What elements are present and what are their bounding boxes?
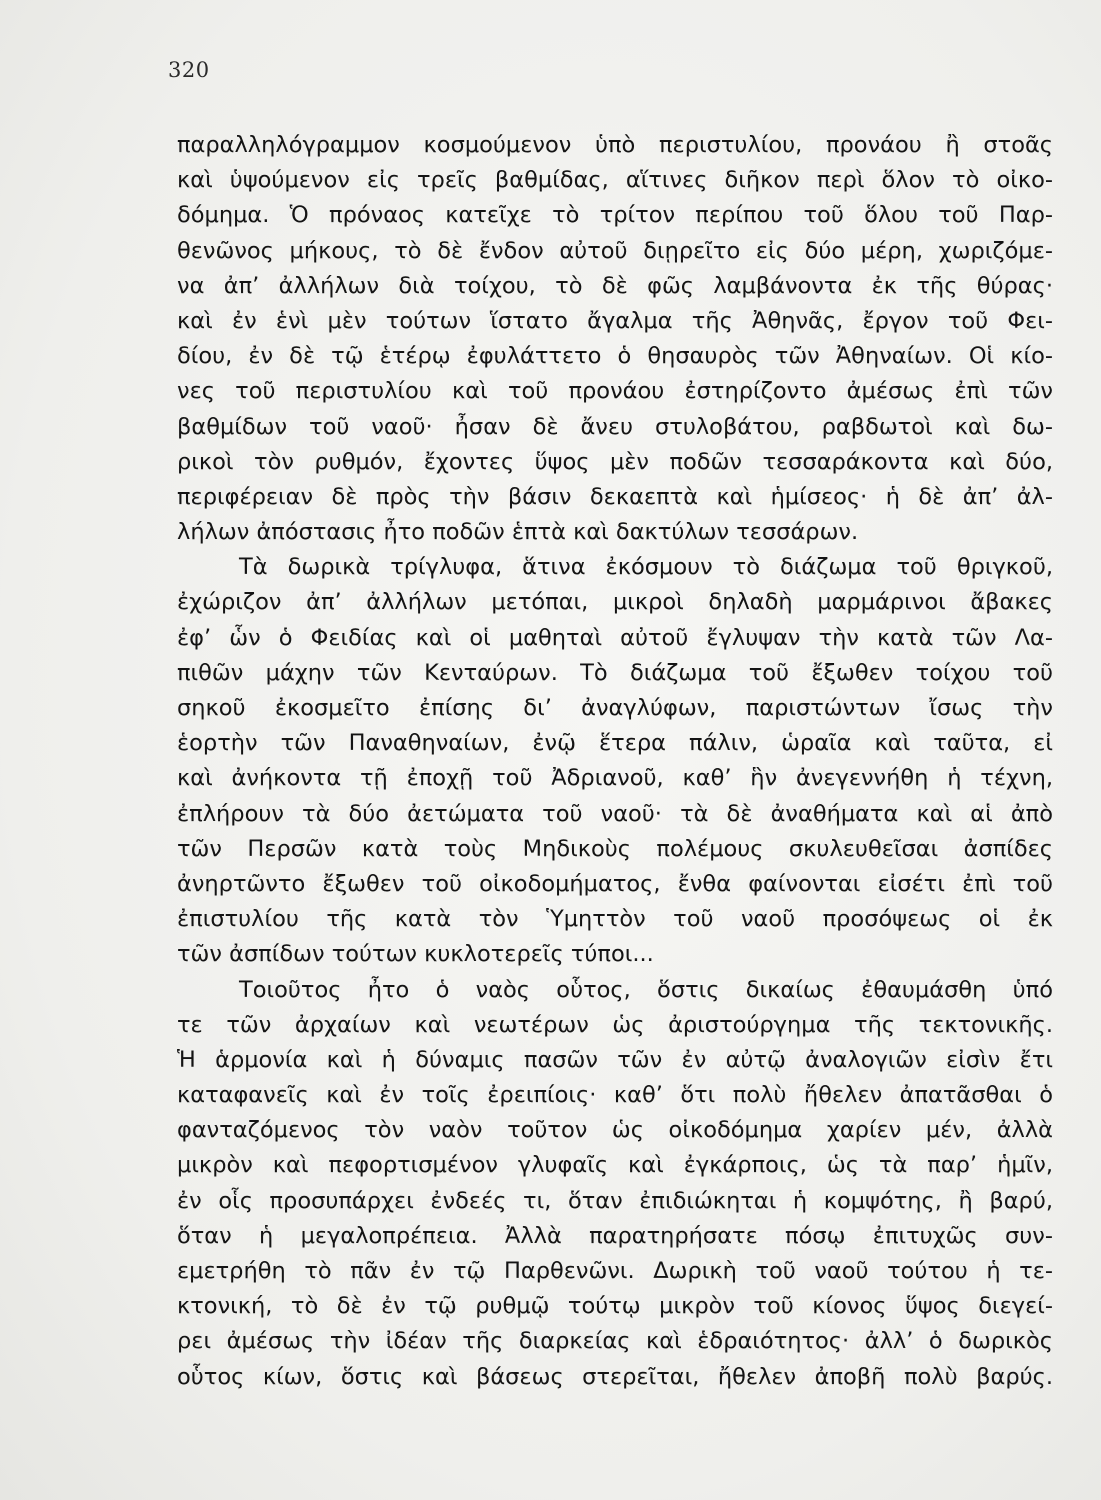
text-line: Ἡ ἁρμονία καὶ ἡ δύναμις πασῶν τῶν ἐν αὐτῷ ἀναλογιῶν εἰσὶν ἔτι <box>177 1046 1053 1073</box>
text-line: ἑορτὴν τῶν Παναθηναίων, ἐνῷ ἕτερα πάλιν, ὡραῖα καὶ ταῦτα, εἰ <box>177 730 1053 757</box>
text-line: τε τῶν ἀρχαίων καὶ νεωτέρων ὡς ἀριστούργημα τῆς τεκτονικῆς. <box>177 1011 1053 1038</box>
text-line: ρικοὶ τὸν ρυθμόν, ἔχοντες ὕψος μὲν ποδῶν τεσσαράκοντα καὶ δύο, <box>177 448 1053 475</box>
text-line: νες τοῦ περιστυλίου καὶ τοῦ προνάου ἐστηρίζοντο ἀμέσως ἐπὶ τῶν <box>177 378 1053 405</box>
text-line: τῶν Περσῶν κατὰ τοὺς Μηδικοὺς πολέμους σκυλευθεῖσαι ἀσπίδες <box>177 835 1053 862</box>
page-number: 320 <box>168 58 210 82</box>
text-line: δόμημα. Ὁ πρόναος κατεῖχε τὸ τρίτον περίπου τοῦ ὅλου τοῦ Παρ- <box>177 202 1053 229</box>
text-line: σηκοῦ ἐκοσμεῖτο ἐπίσης δι’ ἀναγλύφων, παριστώντων ἴσως τὴν <box>177 695 1053 721</box>
body-text <box>177 128 1053 1395</box>
text-line: καὶ ἀνήκοντα τῇ ἐποχῇ τοῦ Ἀδριανοῦ, καθ’ ἣν ἀνεγεννήθη ἡ τέχνη, <box>177 765 1053 792</box>
text-line: ἐφ’ ὧν ὁ Φειδίας καὶ οἱ μαθηταὶ αὐτοῦ ἔγλυψαν τὴν κατὰ τῶν Λα- <box>177 624 1053 651</box>
paragraph-end-line: τῶν ἀσπίδων τούτων κυκλοτερεῖς τύποι... <box>177 941 654 968</box>
text-line: δίου, ἐν δὲ τῷ ἑτέρῳ ἐφυλάττετο ὁ θησαυρὸς τῶν Ἀθηναίων. Οἱ κίο- <box>177 343 1053 370</box>
text-line: καὶ ὑψούμενον εἰς τρεῖς βαθμίδας, αἵτινες διῆκον περὶ ὅλον τὸ οἰκο- <box>177 167 1053 194</box>
text-line: ὅταν ἡ μεγαλοπρέπεια. Ἀλλὰ παρατηρήσατε πόσῳ ἐπιτυχῶς συν- <box>177 1222 1053 1249</box>
text-line: πιθῶν μάχην τῶν Κενταύρων. Τὸ διάζωμα τοῦ ἔξωθεν τοίχου τοῦ <box>177 659 1053 686</box>
text-line: εμετρήθη τὸ πᾶν ἐν τῷ Παρθενῶνι. Δωρικὴ τοῦ ναοῦ τούτου ἡ τε- <box>177 1258 1053 1284</box>
text-line: οὗτος κίων, ὅστις καὶ βάσεως στερεῖται, ἤθελεν ἀποβῆ πολὺ βαρύς. <box>177 1363 1053 1390</box>
text-line: ἐν οἷς προσυπάρχει ἐνδεές τι, ὅταν ἐπιδιώκηται ἡ κομψότης, ἢ βαρύ, <box>177 1187 1053 1214</box>
text-line: ἀνηρτῶντο ἔξωθεν τοῦ οἰκοδομήματος, ἔνθα φαίνονται εἰσέτι ἐπὶ τοῦ <box>177 870 1053 897</box>
text-line: περιφέρειαν δὲ πρὸς τὴν βάσιν δεκαεπτὰ καὶ ἡμίσεος· ἡ δὲ ἀπ’ ἀλ- <box>177 483 1053 510</box>
text-line: ἐχώριζον ἀπ’ ἀλλήλων μετόπαι, μικροὶ δηλαδὴ μαρμάρινοι ἄβακες <box>177 589 1053 616</box>
text-line: να ἀπ’ ἀλλήλων διὰ τοίχου, τὸ δὲ φῶς λαμβάνοντα ἐκ τῆς θύρας· <box>177 272 1053 299</box>
paragraph-start-line: Τοιοῦτος ἦτο ὁ ναὸς οὗτος, ὅστις δικαίως ἐθαυμάσθη ὑπό <box>239 976 1053 1003</box>
text-line: ἐπιστυλίου τῆς κατὰ τὸν Ὑμηττὸν τοῦ ναοῦ προσόψεως οἱ ἐκ <box>177 906 1053 933</box>
paragraph-start-line: Τὰ δωρικὰ τρίγλυφα, ἅτινα ἐκόσμουν τὸ διάζωμα τοῦ θριγκοῦ, <box>239 554 1053 581</box>
text-line: βαθμίδων τοῦ ναοῦ· ἦσαν δὲ ἄνευ στυλοβάτου, ραβδωτοὶ καὶ δω- <box>177 413 1053 440</box>
text-line: θενῶνος μήκους, τὸ δὲ ἔνδον αὐτοῦ διῃρεῖτο εἰς δύο μέρη, χωριζόμε- <box>177 237 1053 264</box>
text-line: φανταζόμενος τὸν ναὸν τοῦτον ὡς οἰκοδόμημα χαρίεν μέν, ἀλλὰ <box>177 1117 1053 1144</box>
text-line: ρει ἀμέσως τὴν ἰδέαν τῆς διαρκείας καὶ ἑδραιότητος· ἀλλ’ ὁ δωρικὸς <box>177 1328 1053 1355</box>
text-line: ἐπλήρουν τὰ δύο ἀετώματα τοῦ ναοῦ· τὰ δὲ ἀναθήματα καὶ αἱ ἀπὸ <box>177 800 1053 827</box>
paragraph-end-line: λήλων ἀπόστασις ἦτο ποδῶν ἑπτὰ καὶ δακτύλων τεσσάρων. <box>177 519 859 546</box>
text-line: παραλληλόγραμμον κοσμούμενον ὑπὸ περιστυλίου, προνάου ἢ στοᾶς <box>177 132 1053 158</box>
text-line: κτονική, τὸ δὲ ἐν τῷ ρυθμῷ τούτῳ μικρὸν τοῦ κίονος ὕψος διεγεί- <box>177 1293 1053 1320</box>
text-line: καταφανεῖς καὶ ἐν τοῖς ἐρειπίοις· καθ’ ὅτι πολὺ ἤθελεν ἀπατᾶσθαι ὁ <box>177 1082 1053 1109</box>
text-line: καὶ ἐν ἑνὶ μὲν τούτων ἵστατο ἄγαλμα τῆς Ἀθηνᾶς, ἔργον τοῦ Φει- <box>177 307 1053 334</box>
text-line: μικρὸν καὶ πεφορτισμένον γλυφαῖς καὶ ἐγκάρποις, ὡς τὰ παρ’ ἡμῖν, <box>177 1152 1053 1179</box>
